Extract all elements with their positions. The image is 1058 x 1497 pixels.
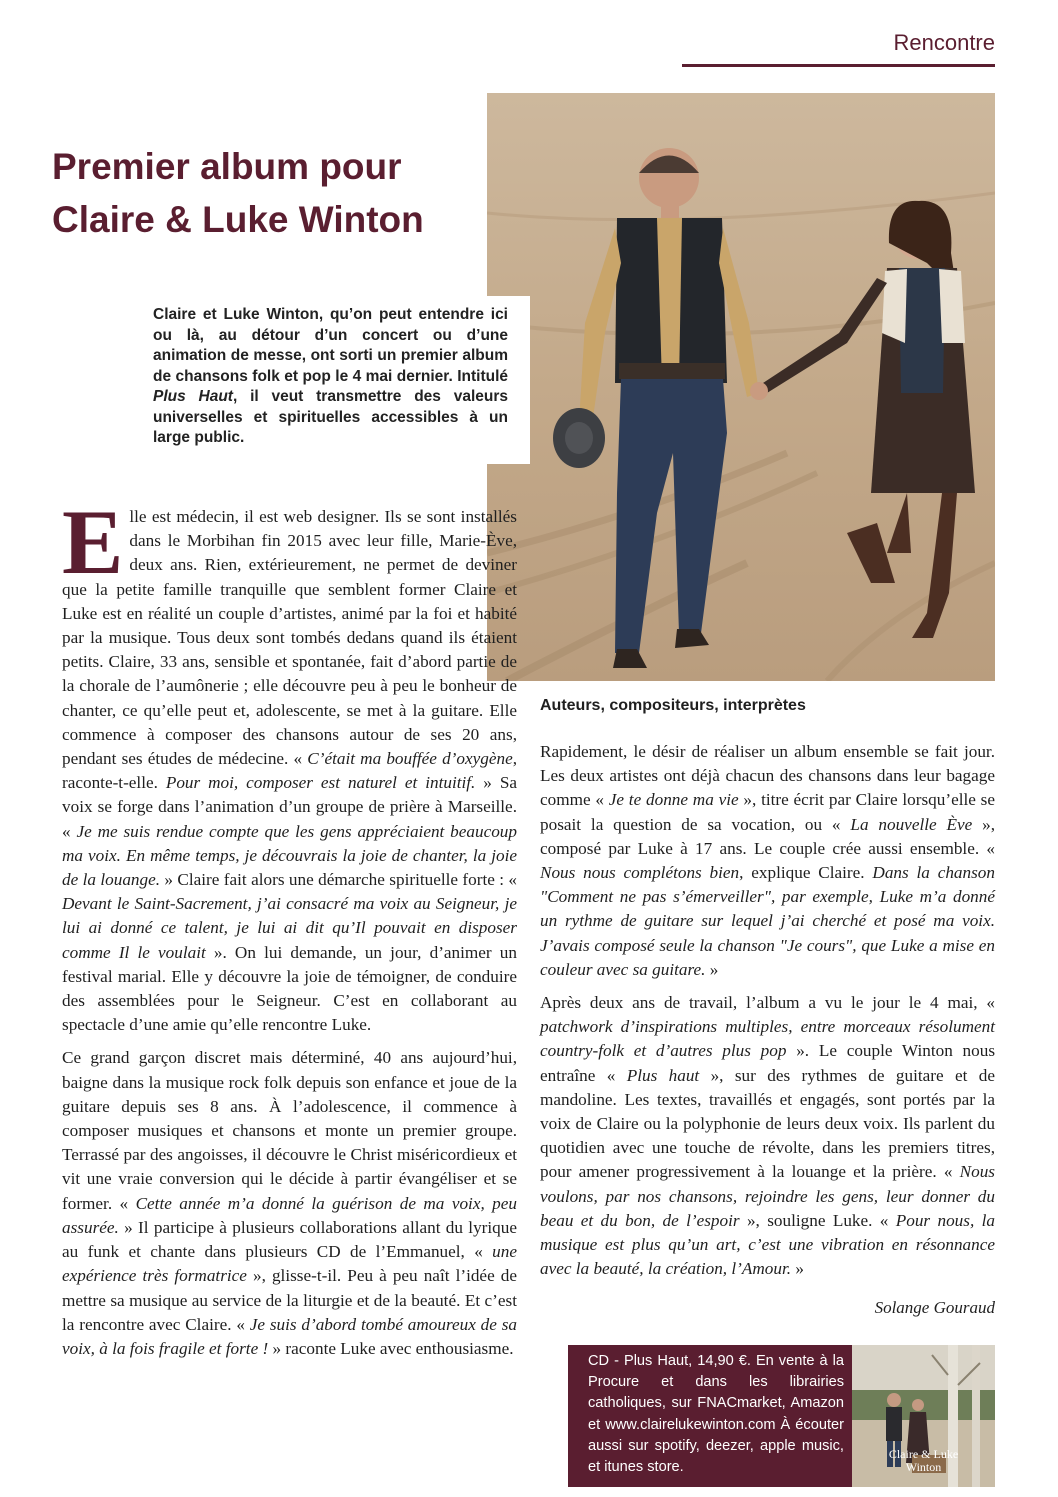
text-run: , raconte-t-elle.	[62, 749, 517, 793]
cd-info-text: CD - Plus Haut, 14,90 €. En vente à la Procure et dans les librairies catholiques, sur FNACmarket, Amazon et www.clairelukewinton.com À écouter aussi sur spotify, deezer, apple music, et itunes store.	[588, 1353, 844, 1476]
lede-end: , il veut transmettre des valeurs universelles et spirituelles accessibles à un large public.	[153, 388, 508, 446]
italic-quote: Cette année m’a donné la guérison de ma voix, peu assurée.	[62, 1193, 517, 1237]
italic-quote: Dans la chanson "Comment ne pas s’émerveiller", par exemple, Luke m’a donné un rythme de guitare sur lequel j’ai cherché et posé ma voix. J’avais composé seule la chanson "Je cours", que Luke a mise en couleur avec sa guitare.	[540, 863, 995, 979]
body-paragraph-4	[540, 991, 995, 1281]
column-right	[540, 740, 995, 1290]
text-run: » Il participe à plusieurs collaborations allant du lyrique au funk et chante dans plusieurs CD de l’Emmanuel, «	[62, 1217, 517, 1262]
cd-cover-title-line-1: Claire & Luke	[888, 1447, 959, 1461]
text-run: ». On lui demande, un jour, d’animer un festival marial. Elle y découvre la joie de témoigner, de conduire des assemblées pour le Seigneur. C’est en collaborant au spectacle d’une amie qu’elle rencontre Luke.	[62, 942, 517, 1035]
text-run: »	[705, 959, 719, 979]
text-run: », composé par Luke à 17 ans. Le couple crée aussi ensemble. «	[540, 814, 995, 858]
text-run: », glisse-t-il. Peu à peu naît l’idée de mettre sa musique au service de la liturgie et de la beauté. Et c’est la rencontre avec Claire. «	[62, 1266, 517, 1334]
text-run: ». Le couple Winton nous entraîne «	[540, 1041, 996, 1085]
drop-cap: E	[62, 491, 124, 593]
italic-quote: La nouvelle Ève	[850, 814, 973, 834]
article-title: Premier album pour Claire & Luke Winton	[52, 146, 424, 240]
body-paragraph-2	[62, 1046, 517, 1361]
italic-quote: une expérience très formatrice	[62, 1242, 517, 1286]
text-run: Après deux ans de travail, l’album a vu le jour le 4 mai, «	[540, 993, 995, 1013]
text-run: lle est médecin, il est web designer. Ils se sont installés dans le Morbihan fin 2015 avec leur fille, Marie-Ève, deux ans. Rien, extérieurement, ne permet de deviner que la petite famille tranquille que semblent former Claire et Luke est en réalité un couple d’artistes, animé par la foi et habité par la musique. Tous deux sont tombés dedans quand ils étaient petits. Claire, 33 ans, sensible et spontanée, fait d’abord partie de la chorale de l’aumônerie ; elle découvre peu à peu le bonheur de chanter, ce qu’elle peut et, adolescente, se met à la guitare. Elle commence à composer des chansons autour de ses 20 ans, pendant ses études de médecine. «	[62, 507, 517, 769]
section-label: Rencontre	[893, 30, 995, 55]
italic-quote: Je me suis rendue compte que les gens appréciaient beaucoup ma voix. En même temps, je découvrais la joie de chanter, la joie de la louange.	[62, 821, 517, 890]
italic-quote: Nous nous complétons bien	[540, 863, 740, 883]
text-run: », souligne Luke. «	[739, 1210, 896, 1230]
couple-photo	[487, 93, 995, 681]
italic-quote: Pour nous, la musique est plus qu’un art, c’est une vibration en résonnance avec la beauté, la création, l’Amour.	[540, 1210, 995, 1279]
italic-quote: patchwork d’inspirations multiples, entre morceaux résolument country-folk et d’autres plus pop	[540, 1017, 995, 1061]
cd-cover-title	[852, 1448, 995, 1474]
italic-quote: Devant le Saint-Sacrement, j’ai consacré ma voix au Seigneur, je lui ai donné ce talent, je lui ai dit qu’Il pouvait en disposer comme Il le voulait	[62, 894, 517, 962]
photo-caption: Auteurs, compositeurs, interprètes	[540, 697, 806, 714]
text-run: »	[791, 1259, 804, 1279]
cd-cover-title-line-2: Winton	[905, 1460, 942, 1474]
italic-quote: C’était ma bouffée d’oxygène	[307, 749, 513, 769]
italic-quote: Nous voulons, par nos chansons, rejoindre les gens, leur donner du beau et du bon, de l’espoir	[540, 1162, 995, 1230]
italic-quote: Pour moi, composer est naturel et intuitif.	[165, 773, 476, 793]
text-run: », titre écrit par Claire lorsqu’elle se posait la question de sa vocation, ou «	[540, 790, 995, 834]
body-paragraph-1-text	[62, 491, 518, 1035]
column-left	[62, 491, 518, 1370]
text-run: , explique Claire.	[739, 863, 873, 883]
section-rule	[682, 64, 995, 67]
text-run: », sur des rythmes de guitare et de mandoline. Les textes, travaillés et engagés, sont portés par la voix de Claire ou la polyphonie de leurs deux voix. Ils parlent du quotidien avec une touche de révolte, dans les premiers titres, pour amener progressivement à la louange et la prière. «	[540, 1065, 995, 1182]
body-paragraph-3	[540, 740, 995, 982]
lede	[153, 305, 508, 449]
text-run: » Sa voix se forge dans l’animation d’un groupe de prière à Marseille. «	[62, 773, 518, 841]
text-run: Rapidement, le désir de réaliser un album ensemble se fait jour. Les deux artistes ont déjà chacun des chansons dans leur bagage comme «	[540, 742, 995, 810]
text-run: » Claire fait alors une démarche spirituelle forte : «	[160, 870, 517, 890]
italic-quote: Je te donne ma vie	[608, 790, 739, 810]
lede-album-title: Plus Haut	[153, 388, 233, 405]
lede-start: Claire et Luke Winton, qu’on peut entendre ici ou là, au détour d’un concert ou d’une animation de messe, ont sorti un premier album de chansons folk et pop le 4 mai dernier. Intitulé	[153, 306, 508, 385]
text-run: » raconte Luke avec enthousiasme.	[268, 1338, 514, 1358]
author-signature: Solange Gouraud	[874, 1298, 995, 1317]
body-paragraph-1	[62, 491, 518, 1037]
text-run: Ce grand garçon discret mais déterminé, 40 ans aujourd’hui, baigne dans la musique rock folk depuis son enfance et joue de la guitare depuis ses 8 ans. À l’adolescence, il commence à composer musiques et chansons et monte un premier groupe. Terrassé par des angoisses, il découvre le Christ miséricordieux et vit une vraie conversion qui le décide à partir évangéliser et se former. «	[62, 1048, 517, 1213]
italic-quote: Plus haut	[626, 1065, 700, 1085]
italic-quote: Je suis d’abord tombé amoureux de sa voix, à la fois fragile et forte !	[62, 1314, 517, 1358]
